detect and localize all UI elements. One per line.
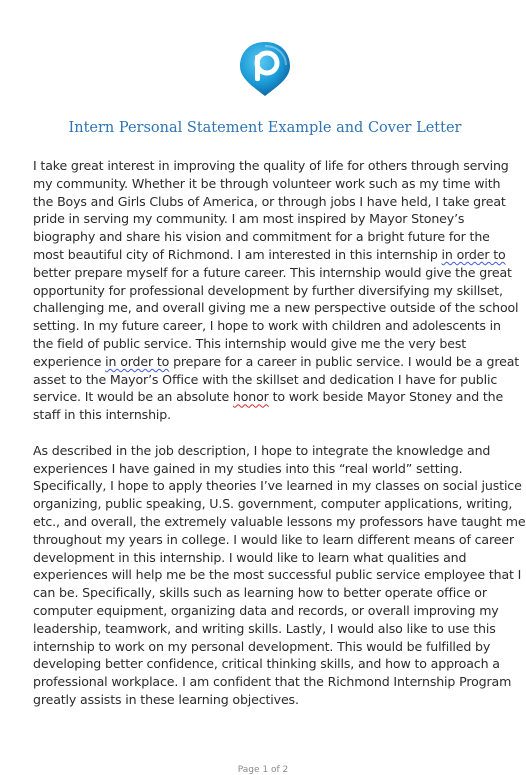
text-line xyxy=(33,353,520,371)
paragraph-2 xyxy=(33,442,526,709)
text-line: experiences I have gained in my studies into this “real world” setting. xyxy=(33,460,463,476)
text-line: internship to work on my personal development. This would be fulfilled by xyxy=(33,638,491,654)
text-segment: challenging me, and overall giving me a new perspective outside of the school xyxy=(33,300,519,316)
grammar-flagged-phrase[interactable]: in order to xyxy=(105,353,170,369)
text-line xyxy=(33,371,503,389)
paragraph-1 xyxy=(33,157,520,424)
text-line: professional workplace. I am confident that the Richmond Internship Program xyxy=(33,674,512,690)
text-segment: asset to the Mayor’s Office with the skillset and dedication I have for public xyxy=(33,371,498,387)
text-line: leadership, teamwork, and writing skills. Lastly, I would also like to use this xyxy=(33,620,496,636)
text-line xyxy=(33,406,503,424)
text-line xyxy=(33,299,519,317)
text-segment: to work beside Mayor Stoney and the xyxy=(268,389,504,405)
text-line: development in this internship. I would like to learn what qualities and xyxy=(33,549,467,565)
spelling-flagged-word[interactable]: honor xyxy=(232,389,269,405)
text-line xyxy=(33,228,503,246)
text-segment: I take great interest in improving the quality of life for others through serving xyxy=(33,158,509,173)
text-line xyxy=(33,317,503,335)
page-footer: Page 1 of 2 xyxy=(237,765,289,775)
text-line: can be. Specifically, skills such as learning how to better operate office or xyxy=(33,585,487,601)
text-segment: pride in serving my community. I am most inspired by Mayor Stoney’s xyxy=(33,211,465,227)
text-line: computer equipment, organizing data and records, or overall improving my xyxy=(33,602,499,618)
document-title: Intern Personal Statement Example and Cover Letter xyxy=(68,120,462,136)
text-line xyxy=(33,157,509,175)
text-segment: better prepare myself for a future career. This internship would give the great xyxy=(33,264,512,280)
text-segment: prepare for a career in public service. I would be a great xyxy=(169,353,520,369)
brand-logo-icon xyxy=(238,40,292,98)
text-segment: the Boys and Girls Clubs of America, or through jobs I have held, I take great xyxy=(33,193,506,209)
text-line xyxy=(33,282,503,300)
text-line: experiences will help me be the most successful public service employee that I xyxy=(33,567,522,583)
text-segment: service. It would be an absolute xyxy=(33,389,233,405)
text-line xyxy=(33,264,512,282)
text-segment: setting. In my future career, I hope to work with children and adolescents in xyxy=(33,318,501,334)
document-body xyxy=(33,157,526,709)
text-line xyxy=(33,210,503,228)
text-line: throughout my years in college. I would like to learn different means of career xyxy=(33,531,514,547)
text-segment: most beautiful city of Richmond. I am interested in this internship xyxy=(33,246,442,262)
text-segment: biography and share his vision and commitment for a bright future for the xyxy=(33,229,490,245)
text-line: developing better confidence, critical thinking skills, and how to approach a xyxy=(33,656,500,672)
text-line xyxy=(33,193,506,211)
text-segment: my community. Whether it be through volunteer work such as my time with xyxy=(33,175,501,191)
text-segment: experience xyxy=(33,353,106,369)
text-line xyxy=(33,175,503,193)
text-line: organizing, public speaking, U.S. government, computer applications, writing, xyxy=(33,496,513,512)
text-segment: the field of public service. This internship would give me the very best xyxy=(33,335,467,351)
text-line xyxy=(33,335,503,353)
text-line xyxy=(33,388,503,406)
text-segment: opportunity for professional development by further diversifying my skillset, xyxy=(33,282,503,298)
text-line: etc., and overall, the extremely valuable lessons my professors have taught me xyxy=(33,513,526,529)
text-line xyxy=(33,246,506,264)
text-line: greatly assists in these learning objectives. xyxy=(33,691,299,707)
grammar-flagged-phrase[interactable]: in order to xyxy=(441,246,506,262)
text-line: Specifically, I hope to apply theories I’ve learned in my classes on social justice xyxy=(33,478,522,494)
text-line: As described in the job description, I hope to integrate the knowledge and xyxy=(33,442,491,458)
text-segment: staff in this internship. xyxy=(33,407,171,423)
